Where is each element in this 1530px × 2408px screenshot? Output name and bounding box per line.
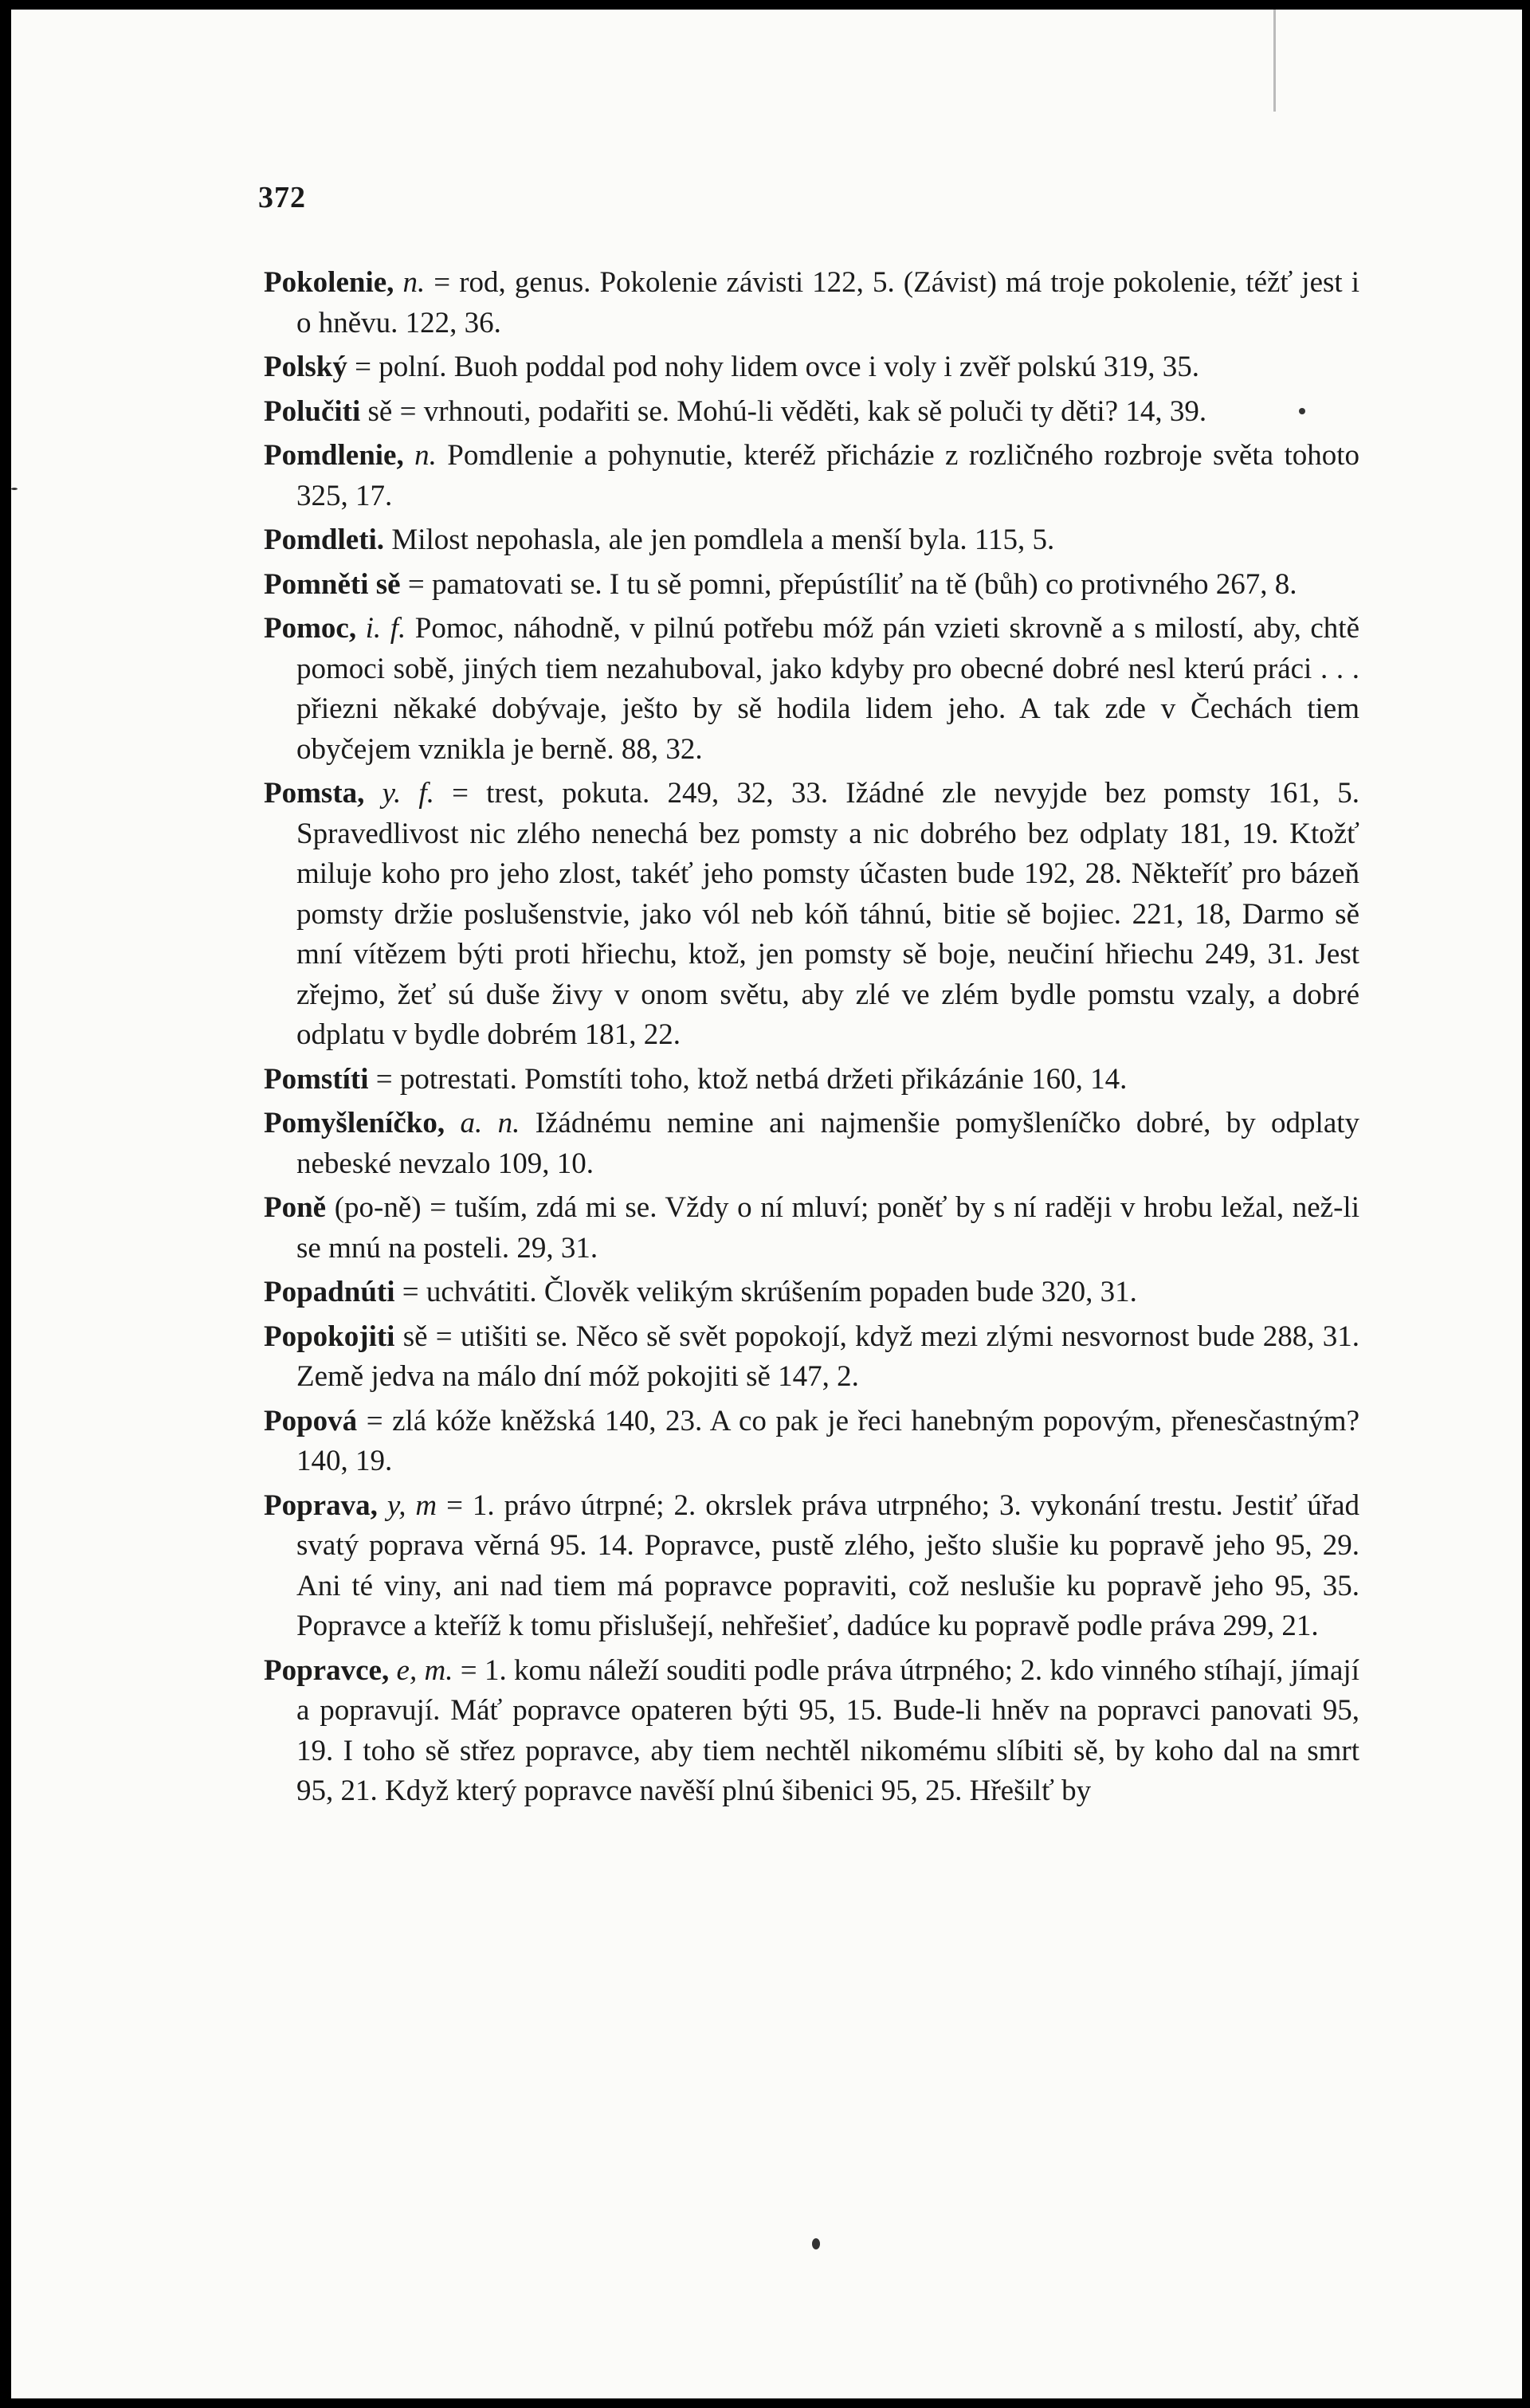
headword: Poně <box>264 1191 327 1224</box>
entry-text: = polní. Buoh poddal pod nohy lidem ovce i voly i zvěř polskú 319, 35. <box>347 351 1199 383</box>
headword: Pomněti sě <box>264 567 401 601</box>
entry-text: Milost nepohasla, ale jen pomdlela a menší byla. 115, 5. <box>384 524 1055 556</box>
dictionary-entry <box>264 1317 1359 1398</box>
dictionary-entry <box>264 1273 1359 1313</box>
entry-text: = pamatovati se. I tu sě pomni, přepústíliť na tě (bůh) co protivného 267, 8. <box>400 567 1297 601</box>
dictionary-entry <box>264 1188 1359 1269</box>
entry-text: = 1. právo útrpné; 2. okrslek práva utrpného; 3. vykonání trestu. Jestiť úřad svatý poprava věrná 95. 14. Popravce, pustě zlého, ješto slušie ku popravě jeho 95, 29. Ani té viny, ani nad tiem má popravce popraviti, což neslušie ku popravě jeho 95, 35. Popravce a kteříž k tomu přislušejí, nehřešieť, dadúce ku popravě podle práva 299, 21. <box>296 1488 1360 1642</box>
ink-speck <box>812 2238 820 2249</box>
dictionary-entry <box>264 1104 1359 1184</box>
page-number: 372 <box>258 181 306 214</box>
entry-text: = zlá kóže kněžská 140, 23. A co pak je řeci hanebným popovým, přenesčastným? 140, 19. <box>296 1404 1359 1477</box>
entry-text: = uchvátiti. Člověk velikým skrúšením popaden bude 320, 31. <box>394 1276 1137 1308</box>
dictionary-entry <box>264 609 1359 770</box>
dictionary-entry <box>264 1486 1359 1647</box>
entry-text: (po-ně) = tuším, zdá mi se. Vždy o ní mluví; poněť by s ní raději v hrobu ležal, než-li se mnú na posteli. 29, 31. <box>296 1191 1359 1265</box>
entry-text: = trest, pokuta. 249, 32, 33. Ižádné zle nevyjde bez pomsty 161, 5. Spravedlivost nic zlého nenechá bez pomsty a nic dobrého bez odplaty 181, 19. Ktožť miluje koho pro jeho zlost, takéť jeho pomsty účasten bude 192, 28. Někteříť pro bázeň pomsty držie poslušenstvie, jako vól neb kóň táhnú, bitie sě bojiec. 221, 18, Darmo sě mní vítězem býti proti hřiechu, ktož, jen pomsty sě boje, neučiní hřiechu 249, 31. Jest zřejmo, žeť sú duše živy v onom světu, aby zlé ve zlém bydle pomstu vzaly, a dobré odplatu v bydle dobrém 181, 22. <box>296 777 1359 1051</box>
headword: Pomyšleníčko, <box>264 1107 445 1139</box>
headword: Popokojiti <box>264 1320 395 1353</box>
entry-text: Pomdlenie a pohynutie, kteréž přicházie z rozličného rozbroje světa tohoto 325, 17. <box>296 439 1359 512</box>
dictionary-entries <box>264 263 1359 1816</box>
headword: Popadnúti <box>264 1276 395 1308</box>
headword: Polský <box>264 351 347 383</box>
grammar-note: y. f. <box>382 777 434 810</box>
entry-text: Ižádnému nemine ani najmenšie pomyšleníčko dobré, by odplaty nebeské nevzalo 109, 10. <box>296 1107 1360 1180</box>
dictionary-entry <box>264 347 1359 388</box>
dictionary-entry <box>264 1402 1359 1482</box>
ink-speck <box>11 488 18 490</box>
dictionary-entry <box>264 774 1359 1056</box>
entry-text: sě = utišiti se. Něco sě svět popokojí, když mezi zlými nesvornost bude 288, 31. Země jedva na málo dní móž pokojiti sě 147, 2. <box>296 1320 1359 1393</box>
dictionary-entry <box>264 565 1359 606</box>
grammar-note: n. <box>402 266 426 299</box>
headword: Popravce, <box>264 1653 390 1687</box>
headword: Popová <box>264 1404 358 1437</box>
grammar-note: e, m. <box>396 1653 453 1687</box>
headword: Pokolenie, <box>264 266 394 299</box>
headword: Pomstíti <box>264 1062 369 1096</box>
grammar-note: n. <box>414 439 437 472</box>
entry-text: Pomoc, náhodně, v pilnú potřebu móž pán vzieti skrovně a s milostí, aby, chtě pomoci sobě, jiných tiem nezahuboval, jako kdyby pro obecné dobré nesl kterú práci . . . přiezni někaké dobývaje, ješto by sě hodila lidem jeho. A tak zde v Čechách tiem obyčejem vznikla je berně. 88, 32. <box>296 612 1360 766</box>
dictionary-entry <box>264 1060 1359 1100</box>
headword: Polučiti <box>264 394 361 428</box>
entry-text: = potrestati. Pomstíti toho, ktož netbá držeti přikázánie 160, 14. <box>368 1062 1128 1096</box>
headword: Pomoc, <box>264 612 357 645</box>
dictionary-entry <box>264 1651 1359 1812</box>
entry-text: = 1. komu náleží souditi podle práva útrpného; 2. kdo vinného stíhají, jímají a popravují. Máť popravce opateren býti 95, 15. Bude-li hněv na popravci panovati 95, 19. I toho sě střez popravce, aby tiem nechtěl nikomému slíbiti sě, by koho dal na smrt 95, 21. Když který popravce navěší plnú šibenici 95, 25. Hřešilť by <box>296 1653 1359 1807</box>
dictionary-entry <box>264 520 1359 561</box>
headword: Pomsta, <box>264 777 365 810</box>
grammar-note: i. f. <box>365 612 406 645</box>
dictionary-entry <box>264 392 1359 433</box>
headword: Pomdlenie, <box>264 439 404 472</box>
grammar-note: a. n. <box>460 1107 520 1139</box>
headword: Poprava, <box>264 1488 378 1522</box>
dictionary-entry <box>264 436 1359 516</box>
scan-edge-mark <box>1273 10 1276 112</box>
grammar-note: y, m <box>386 1488 437 1522</box>
dictionary-entry <box>264 263 1359 343</box>
headword: Pomdleti. <box>264 524 385 556</box>
book-page <box>11 10 1522 2398</box>
entry-text: = rod, genus. Pokolenie závisti 122, 5. (Závist) má troje pokolenie, téžť jest i o hněvu. 122, 36. <box>296 266 1360 339</box>
entry-text: sě = vrhnouti, podařiti se. Mohú-li věděti, kak sě poluči ty děti? 14, 39. <box>360 394 1207 428</box>
